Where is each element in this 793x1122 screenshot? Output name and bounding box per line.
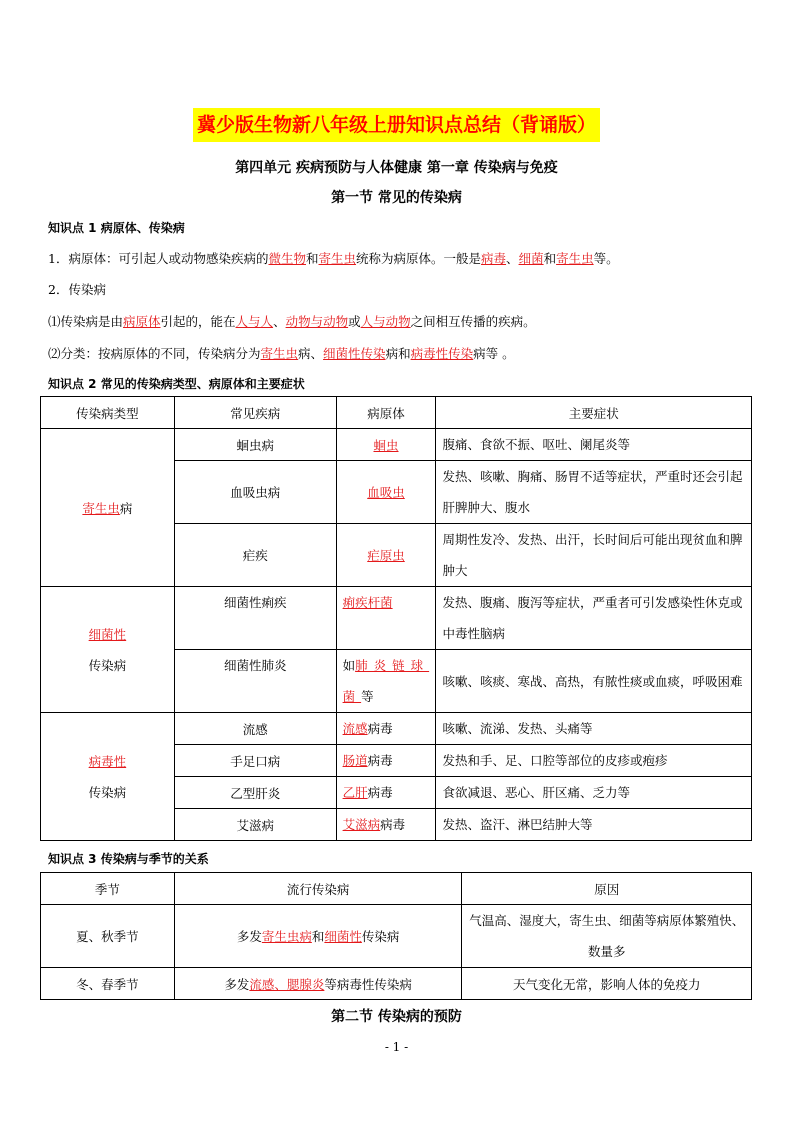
table-header-row — [41, 397, 752, 429]
header-symptoms: 主要症状 — [436, 397, 752, 429]
kp1-para-2: 2．传染病 — [48, 282, 106, 297]
section-title-1: 第一节 常见的传染病 — [331, 190, 462, 206]
table-row: 艾滋病 艾滋病病毒 发热、盗汗、淋巴结肿大等 — [41, 809, 752, 841]
table-row: 血吸虫病 血吸虫 发热、咳嗽、胸痛、肠胃不适等症状，严重时还会引起肝脾肿大、腹水 — [41, 461, 752, 524]
document-title: 冀少版生物新八年级上册知识点总结（背诵版） — [193, 108, 600, 142]
kp3-heading: 知识点 3 传染病与季节的关系 — [48, 852, 209, 866]
unit-title: 第四单元 疾病预防与人体健康 第一章 传染病与免疫 — [235, 160, 558, 176]
type-bacterial: 细菌性 传染病 — [41, 587, 175, 713]
table-row: 细菌性 传染病 细菌性痢疾 痢疾杆菌 发热、腹痛、腹泻等症状，严重者可引发感染性休克或中毒性脑病 — [41, 587, 752, 650]
kp1-heading: 知识点 1 病原体、传染病 — [48, 221, 185, 235]
disease-table — [40, 396, 752, 841]
table-row: 手足口病 肠道病毒 发热和手、足、口腔等部位的皮疹或疱疹 — [41, 745, 752, 777]
type-parasite: 寄生虫病 — [41, 429, 175, 587]
table-row: 疟疾 疟原虫 周期性发冷、发热、出汗，长时间后可能出现贫血和脾肿大 — [41, 524, 752, 587]
type-viral: 病毒性 传染病 — [41, 713, 175, 841]
season-table — [40, 872, 752, 1000]
header-disease: 常见疾病 — [174, 397, 336, 429]
table-row: 冬、春季节 多发流感、腮腺炎等病毒性传染病 天气变化无常，影响人体的免疫力 — [41, 968, 752, 1000]
table-row: 病毒性 传染病 流感 流感病毒 咳嗽、流涕、发热、头痛等 — [41, 713, 752, 745]
kp1-para-3: ⑴传染病是由病原体引起的，能在人与人、动物与动物或人与动物之间相互传播的疾病。 — [48, 314, 536, 329]
header-pathogen: 病原体 — [336, 397, 436, 429]
table-row: 寄生虫病 蛔虫病 蛔虫 腹痛、食欲不振、呕吐、阑尾炎等 — [41, 429, 752, 461]
table-row: 细菌性肺炎 如肺炎链球菌等 咳嗽、咳痰、寒战、高热，有脓性痰或血痰，呼吸困难 — [41, 650, 752, 713]
section-title-2: 第二节 传染病的预防 — [331, 1009, 462, 1025]
table-row: 乙型肝炎 乙肝病毒 食欲减退、恶心、肝区痛、乏力等 — [41, 777, 752, 809]
kp1-para-4: ⑵分类：按病原体的不同，传染病分为寄生虫病、细菌性传染病和病毒性传染病等 。 — [48, 346, 515, 361]
table-header-row: 季节 流行传染病 原因 — [41, 873, 752, 905]
kp1-para-1: 1．病原体：可引起人或动物感染疾病的微生物和寄生虫统称为病原体。一般是病毒、细菌和寄生虫等。 — [48, 251, 619, 266]
header-type: 传染病类型 — [41, 397, 175, 429]
kp2-heading: 知识点 2 常见的传染病类型、病原体和主要症状 — [48, 377, 305, 391]
page-number: - 1 - — [384, 1040, 409, 1054]
table-row: 夏、秋季节 多发寄生虫病和细菌性传染病 气温高、湿度大，寄生虫、细菌等病原体繁殖快、数量多 — [41, 905, 752, 968]
